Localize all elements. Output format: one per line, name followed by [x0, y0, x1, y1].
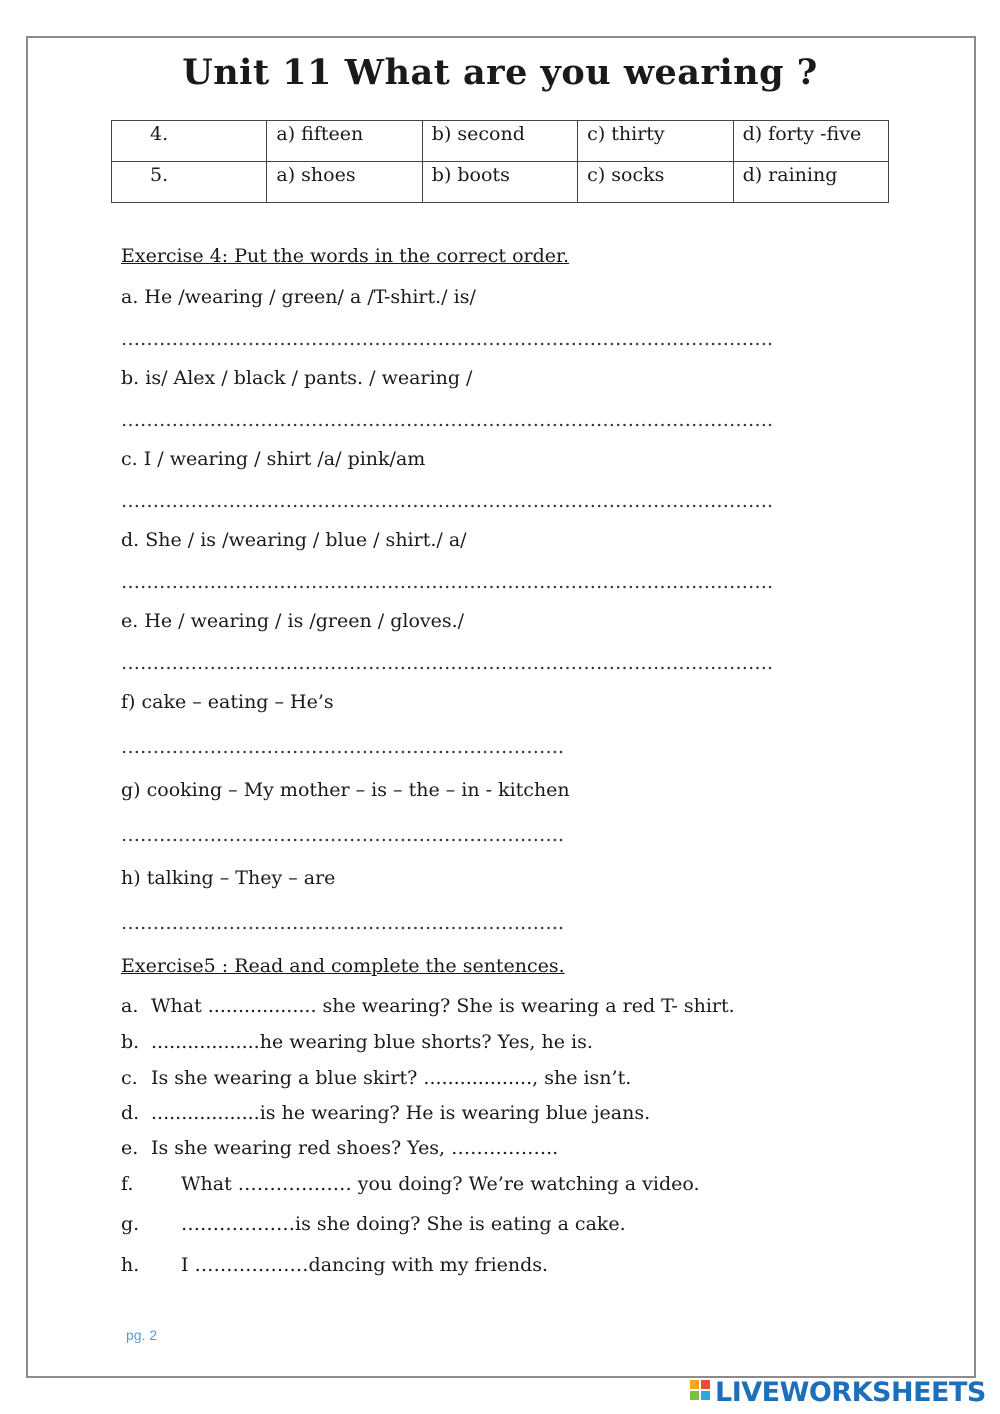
table-cell: a) fifteen — [267, 121, 422, 162]
logo-text: LIVEWORKSHEETS — [715, 1376, 986, 1408]
table-cell: b) second — [422, 121, 577, 162]
exercise5-item — [121, 995, 735, 1017]
exercise5-item — [121, 1137, 558, 1159]
item-text[interactable]: ..................he wearing blue shorts? Yes, he is. — [151, 1031, 593, 1053]
item-text[interactable]: Is she wearing a blue skirt? .................., she isn’t. — [151, 1067, 632, 1089]
table-cell: 5. — [112, 162, 267, 203]
exercise4-item-c: c. I / wearing / shirt /a/ pink/am — [121, 448, 426, 470]
table-cell: 4. — [112, 121, 267, 162]
liveworksheets-logo[interactable] — [690, 1374, 986, 1410]
item-text[interactable]: I ………………dancing with my friends. — [181, 1254, 549, 1276]
answer-line-h[interactable]: ……………………………………………………………. — [121, 912, 565, 934]
answer-line-e[interactable]: …………………………………………………………………………………………. — [121, 652, 774, 674]
exercise4-item-e: e. He / wearing / is /green / gloves./ — [121, 610, 465, 632]
exercise4-heading: Exercise 4: Put the words in the correct order. — [121, 245, 570, 267]
item-label: b. — [121, 1031, 140, 1053]
table-row — [112, 121, 889, 162]
table-cell: c) socks — [578, 162, 733, 203]
item-label: c. — [121, 1067, 138, 1089]
exercise4-item-f: f) cake – eating – He’s — [121, 691, 334, 713]
answer-line-b[interactable]: …………………………………………………………………………………………. — [121, 409, 774, 431]
exercise4-item-d: d. She / is /wearing / blue / shirt./ a/ — [121, 529, 467, 551]
exercise5-item — [121, 1067, 631, 1089]
table-row — [112, 162, 889, 203]
table-cell: d) raining — [733, 162, 888, 203]
item-text[interactable]: Is she wearing red shoes? Yes, …………….. — [151, 1137, 559, 1159]
answer-line-f[interactable]: ……………………………………………………………. — [121, 736, 565, 758]
exercise5-item — [121, 1213, 626, 1235]
exercise4-item-b: b. is/ Alex / black / pants. / wearing / — [121, 367, 473, 389]
exercise4-item-h: h) talking – They – are — [121, 867, 336, 889]
answer-line-c[interactable]: …………………………………………………………………………………………. — [121, 490, 774, 512]
answer-line-g[interactable]: ……………………………………………………………. — [121, 824, 565, 846]
answer-line-d[interactable]: …………………………………………………………………………………………. — [121, 571, 774, 593]
page-number: pg. 2 — [126, 1327, 158, 1343]
logo-icon — [690, 1377, 712, 1407]
table-cell: b) boots — [422, 162, 577, 203]
exercise5-item — [121, 1031, 593, 1053]
item-label: d. — [121, 1102, 140, 1124]
item-text[interactable]: ..................is he wearing? He is wearing blue jeans. — [151, 1102, 651, 1124]
item-text[interactable]: What .................. she wearing? She is wearing a red T- shirt. — [151, 995, 735, 1017]
exercise4-item-g: g) cooking – My mother – is – the – in - kitchen — [121, 779, 570, 801]
item-label: f. — [121, 1173, 134, 1195]
table-cell: c) thirty — [578, 121, 733, 162]
page-title: Unit 11 What are you wearing ? — [182, 52, 818, 93]
exercise5-item — [121, 1254, 548, 1276]
item-label: g. — [121, 1213, 140, 1235]
exercise5-item — [121, 1102, 650, 1124]
exercise5-heading: Exercise5 : Read and complete the sentences. — [121, 955, 565, 977]
exercise5-item — [121, 1173, 700, 1195]
choices-table — [111, 120, 889, 203]
item-label: e. — [121, 1137, 139, 1159]
answer-line-a[interactable]: …………………………………………………………………………………………. — [121, 328, 774, 350]
item-label: h. — [121, 1254, 140, 1276]
item-text[interactable]: What ……………… you doing? We’re watching a video. — [181, 1173, 700, 1195]
table-cell: a) shoes — [267, 162, 422, 203]
item-text[interactable]: ………………is she doing? She is eating a cake. — [181, 1213, 626, 1235]
item-label: a. — [121, 995, 139, 1017]
exercise4-item-a: a. He /wearing / green/ a /T-shirt./ is/ — [121, 286, 476, 308]
table-cell: d) forty -five — [733, 121, 888, 162]
